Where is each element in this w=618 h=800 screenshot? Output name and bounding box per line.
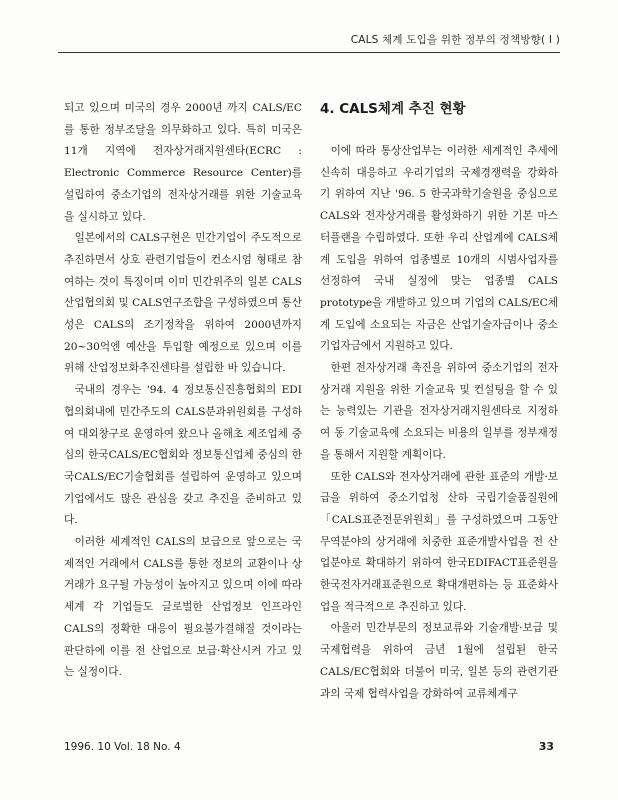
left-paragraph-1: 되고 있으며 미국의 경우 2000년 까지 CALS/EC를 통한 정부조달을 의무화하고 있다. 특히 미국은 11개 지역에 전자상거래지원센타(ECRC : Electronic Commerce Resource Center)를 설립하여 중소기업의 전자상거래를 위한 기술교육을 실시하고 있다.	[64, 102, 302, 223]
running-header: CALS 체계 도입을 위한 정부의 정책방향( I )	[350, 34, 560, 46]
right-paragraph-2: 한편 전자상거래 촉진을 위하여 중소기업의 전자상거래 지원을 위한 기술교육 및 컨설팅을 할 수 있는 능력있는 기관을 전자상거래지원센타로 지정하여 동 기술교육에 소요되는 비용의 일부를 정부재정을 통해서 지원할 계획이다.	[320, 362, 558, 461]
page-number: 33	[538, 740, 554, 753]
section-title: 4. CALS체계 추진 현황	[320, 101, 466, 117]
right-paragraph-3: 또한 CALS와 전자상거래에 관한 표준의 개발·보급을 위하여 중소기업청 산하 국립기술품질원에「CALS표준전문위원회」를 구성하였으며 그동안 무역분야의 상거래에 치중한 표준개발사업을 전 산업분야로 확대하기 위하여 한국EDIFACT표준원을 한국전자거래표준원으로 확대개편하는 등 표준화사업을 적극적으로 추진하고 있다.	[320, 470, 558, 613]
header-rule	[58, 52, 560, 53]
left-column	[64, 98, 302, 684]
left-paragraph-2: 일본에서의 CALS구현은 민간기업이 주도적으로 추진하면서 상호 관련기업들이 컨소시엄 형태로 참여하는 것이 특징이며 이미 민간위주의 일본 CALS산업협의회 및 CALS연구조합을 구성하였으며 통산성은 CALS의 조기정착을 위하여 2000년까지 20~30억엔 예산을 투입할 예정으로 있으며 이를 위해 산업정보화추진센타를 설립한 바 있습니다.	[64, 232, 302, 375]
right-paragraph-1: 이에 따라 통상산업부는 이러한 세계적인 추세에 신속히 대응하고 우리기업의 국제경쟁력을 강화하기 위하여 지난 '96. 5 한국과학기술원을 중심으로 CALS와 전자상거래를 활성화하기 위한 기본 마스터플랜을 수립하였다. 또한 우리 산업계에 CALS체계 도입을 위하여 업종별로 10개의 시범사업자를 선정하여 국내 실정에 맞는 업종별 CALS prototype을 개발하고 있으며 기업의 CALS/EC체계 도입에 소요되는 자금은 산업기술자금이나 중소기업자금에서 지원하고 있다.	[320, 145, 558, 353]
right-column	[320, 100, 558, 705]
footer-issue: 1996. 10 Vol. 18 No. 4	[64, 741, 181, 753]
left-paragraph-3: 국내의 경우는 '94. 4 정보통신진흥협회의 EDI협의회내에 민간주도의 CALS분과위원회를 구성하여 대외창구로 운영하여 왔으나 올해초 제조업체 중심의 한국CALS/EC협회와 정보통신업체 중심의 한국CALS/EC기술협회를 설립하여 운영하고 있으며 기업에서도 많은 관심을 갖고 추진을 준비하고 있다.	[64, 384, 302, 527]
left-paragraph-4: 이러한 세계적인 CALS의 보급으로 앞으로는 국제적인 거래에서 CALS를 통한 정보의 교환이나 상거래가 요구될 가능성이 높아지고 있으며 이에 따라 세계 각 기업들도 글로벌한 산업정보 인프라인 CALS의 정확한 대응이 필요불가결해질 것이라는 판단하에 이를 전 산업으로 보급·확산시켜 가고 있는 실정이다.	[64, 536, 302, 679]
right-paragraph-4: 아울러 민간부문의 정보교류와 기술개발·보급 및 국제협력을 위하여 금년 1월에 설립된 한국CALS/EC협회와 더불어 미국, 일본 등의 관련기관과의 국제 협력사업을 강화하여 교류체계구	[320, 622, 558, 700]
